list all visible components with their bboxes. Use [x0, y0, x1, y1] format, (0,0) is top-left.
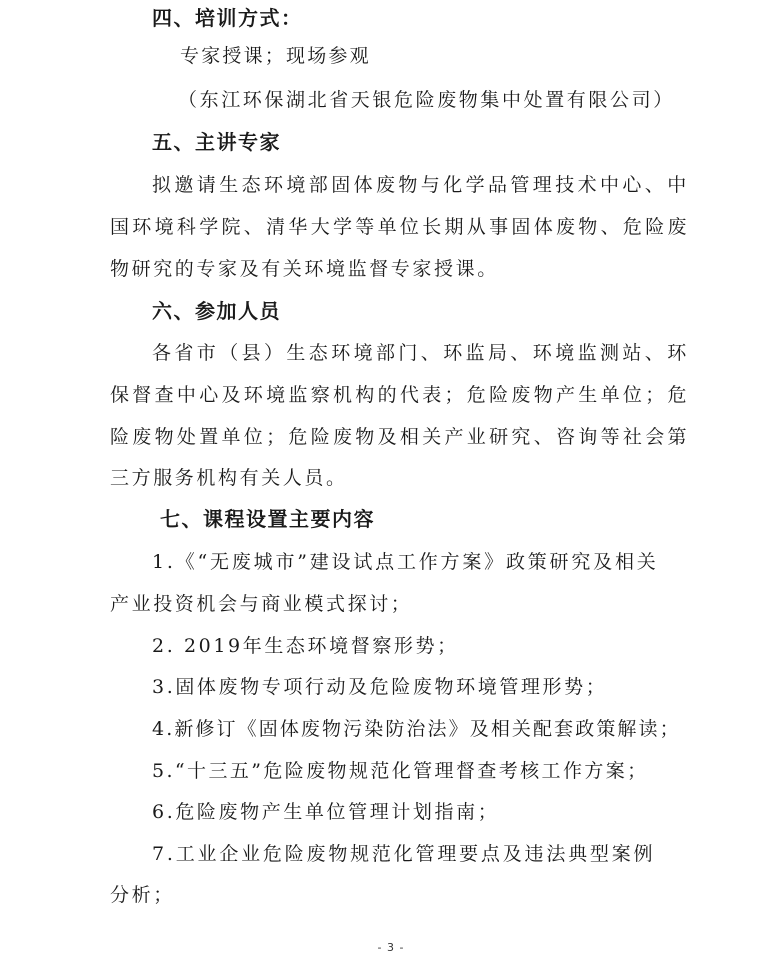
course-item-5: 5.“十三五”危险废物规范化管理督查考核工作方案； [152, 760, 649, 782]
course-item-1: 1.《“无废城市”建设试点工作方案》政策研究及相关 [152, 551, 659, 573]
lecturers-paragraph-line: 拟邀请生态环境部固体废物与化学品管理技术中心、中 [152, 174, 690, 196]
course-item-2: 2. 2019年生态环境督察形势； [152, 635, 459, 657]
section-heading-course-content: 七、课程设置主要内容 [160, 507, 375, 531]
participants-paragraph-line: 各省市（县）生态环境部门、环监局、环境监测站、环 [152, 342, 690, 364]
training-method-line: 专家授课；现场参观 [180, 45, 371, 67]
course-item-4: 4.新修订《固体废物污染防治法》及相关配套政策解读； [152, 718, 681, 740]
course-item-1-continued: 产业投资机会与商业模式探讨； [110, 593, 413, 615]
section-heading-participants: 六、参加人员 [152, 299, 281, 323]
participants-paragraph-line: 险废物处置单位；危险废物及相关产业研究、咨询等社会第 [110, 426, 690, 448]
course-item-3: 3.固体废物专项行动及危险废物环境管理形势； [152, 676, 608, 698]
lecturers-paragraph-line: 国环境科学院、清华大学等单位长期从事固体废物、危险废 [110, 216, 690, 238]
section-heading-training-method: 四、培训方式： [152, 6, 303, 30]
course-item-6: 6.危险废物产生单位管理计划指南； [152, 801, 500, 823]
participants-paragraph-line: 保督查中心及环境监察机构的代表；危险废物产生单位；危 [110, 384, 690, 406]
training-method-line: （东江环保湖北省天银危险废物集中处置有限公司） [178, 89, 675, 111]
page-number: - 3 - [377, 941, 405, 954]
course-item-7: 7.工业企业危险废物规范化管理要点及违法典型案例 [152, 843, 656, 865]
lecturers-paragraph-line: 物研究的专家及有关环境监督专家授课。 [110, 258, 499, 280]
section-heading-lecturers: 五、主讲专家 [152, 130, 281, 154]
course-item-7-continued: 分析； [110, 884, 175, 906]
participants-paragraph-line: 三方服务机构有关人员。 [110, 467, 348, 489]
